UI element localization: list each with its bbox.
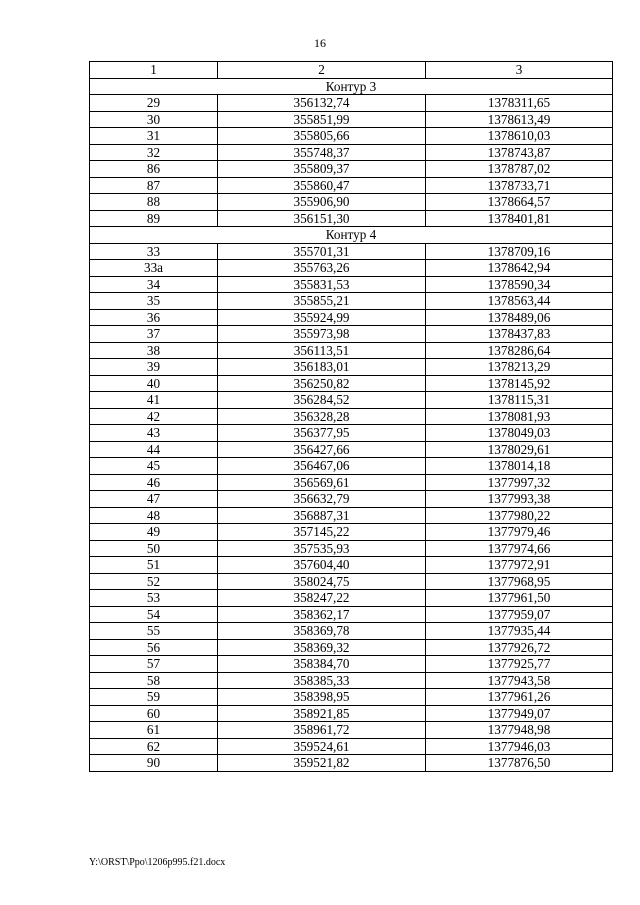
table-row <box>90 672 613 689</box>
y-coordinate-cell: 1377979,46 <box>426 524 613 541</box>
x-coordinate-cell: 357145,22 <box>218 524 426 541</box>
x-coordinate-cell: 358362,17 <box>218 606 426 623</box>
point-number-cell: 61 <box>90 722 218 739</box>
x-coordinate-cell: 356284,52 <box>218 392 426 409</box>
point-number-cell: 87 <box>90 177 218 194</box>
point-number-cell: 44 <box>90 441 218 458</box>
point-number-cell: 31 <box>90 128 218 145</box>
point-number-cell: 54 <box>90 606 218 623</box>
point-number-cell: 37 <box>90 326 218 343</box>
y-coordinate-cell: 1377959,07 <box>426 606 613 623</box>
table-row <box>90 128 613 145</box>
table-row <box>90 590 613 607</box>
x-coordinate-cell: 356250,82 <box>218 375 426 392</box>
table-row <box>90 392 613 409</box>
x-coordinate-cell: 356569,61 <box>218 474 426 491</box>
table-row <box>90 260 613 277</box>
point-number-cell: 49 <box>90 524 218 541</box>
point-number-cell: 51 <box>90 557 218 574</box>
y-coordinate-cell: 1377980,22 <box>426 507 613 524</box>
table-row <box>90 161 613 178</box>
x-coordinate-cell: 358921,85 <box>218 705 426 722</box>
y-coordinate-cell: 1377926,72 <box>426 639 613 656</box>
table-row <box>90 606 613 623</box>
point-number-cell: 89 <box>90 210 218 227</box>
point-number-cell: 38 <box>90 342 218 359</box>
table-row <box>90 738 613 755</box>
table-row <box>90 326 613 343</box>
table-row <box>90 705 613 722</box>
table-row <box>90 557 613 574</box>
y-coordinate-cell: 1378610,03 <box>426 128 613 145</box>
section-title: Контур 3 <box>90 78 613 95</box>
point-number-cell: 29 <box>90 95 218 112</box>
point-number-cell: 62 <box>90 738 218 755</box>
y-coordinate-cell: 1378115,31 <box>426 392 613 409</box>
table-row <box>90 243 613 260</box>
x-coordinate-cell: 356151,30 <box>218 210 426 227</box>
table-row <box>90 458 613 475</box>
table-row <box>90 375 613 392</box>
y-coordinate-cell: 1378311,65 <box>426 95 613 112</box>
y-coordinate-cell: 1378613,49 <box>426 111 613 128</box>
point-number-cell: 59 <box>90 689 218 706</box>
x-coordinate-cell: 356887,31 <box>218 507 426 524</box>
x-coordinate-cell: 355924,99 <box>218 309 426 326</box>
y-coordinate-cell: 1378642,94 <box>426 260 613 277</box>
y-coordinate-cell: 1377961,50 <box>426 590 613 607</box>
x-coordinate-cell: 356467,06 <box>218 458 426 475</box>
x-coordinate-cell: 356328,28 <box>218 408 426 425</box>
point-number-cell: 52 <box>90 573 218 590</box>
y-coordinate-cell: 1377949,07 <box>426 705 613 722</box>
x-coordinate-cell: 355851,99 <box>218 111 426 128</box>
point-number-cell: 35 <box>90 293 218 310</box>
point-number-cell: 53 <box>90 590 218 607</box>
point-number-cell: 33 <box>90 243 218 260</box>
y-coordinate-cell: 1378081,93 <box>426 408 613 425</box>
page-number: 16 <box>314 36 326 50</box>
table-row <box>90 408 613 425</box>
x-coordinate-cell: 355805,66 <box>218 128 426 145</box>
y-coordinate-cell: 1377935,44 <box>426 623 613 640</box>
x-coordinate-cell: 355701,31 <box>218 243 426 260</box>
y-coordinate-cell: 1377997,32 <box>426 474 613 491</box>
point-number-cell: 55 <box>90 623 218 640</box>
footer-file-path: Y:\ORST\Ppo\1206p995.f21.docx <box>89 857 226 868</box>
y-coordinate-cell: 1377943,58 <box>426 672 613 689</box>
x-coordinate-cell: 359521,82 <box>218 755 426 772</box>
header-row <box>90 62 613 79</box>
x-coordinate-cell: 355763,26 <box>218 260 426 277</box>
point-number-cell: 57 <box>90 656 218 673</box>
x-coordinate-cell: 356377,95 <box>218 425 426 442</box>
point-number-cell: 39 <box>90 359 218 376</box>
point-number-cell: 56 <box>90 639 218 656</box>
header-cell-3: 3 <box>426 62 613 79</box>
table-row <box>90 111 613 128</box>
table-row <box>90 524 613 541</box>
coordinates-table <box>89 61 613 772</box>
point-number-cell: 45 <box>90 458 218 475</box>
point-number-cell: 32 <box>90 144 218 161</box>
x-coordinate-cell: 355748,37 <box>218 144 426 161</box>
section-title-row <box>90 227 613 244</box>
point-number-cell: 34 <box>90 276 218 293</box>
x-coordinate-cell: 358247,22 <box>218 590 426 607</box>
table-row <box>90 755 613 772</box>
table-row <box>90 507 613 524</box>
y-coordinate-cell: 1378733,71 <box>426 177 613 194</box>
section-title-row <box>90 78 613 95</box>
x-coordinate-cell: 355973,98 <box>218 326 426 343</box>
table-row <box>90 722 613 739</box>
table-row <box>90 144 613 161</box>
point-number-cell: 48 <box>90 507 218 524</box>
point-number-cell: 30 <box>90 111 218 128</box>
x-coordinate-cell: 355831,53 <box>218 276 426 293</box>
point-number-cell: 46 <box>90 474 218 491</box>
x-coordinate-cell: 356132,74 <box>218 95 426 112</box>
x-coordinate-cell: 358961,72 <box>218 722 426 739</box>
y-coordinate-cell: 1378743,87 <box>426 144 613 161</box>
table-row <box>90 425 613 442</box>
x-coordinate-cell: 358024,75 <box>218 573 426 590</box>
y-coordinate-cell: 1378286,64 <box>426 342 613 359</box>
table-row <box>90 441 613 458</box>
point-number-cell: 50 <box>90 540 218 557</box>
table-row <box>90 656 613 673</box>
table-row <box>90 639 613 656</box>
x-coordinate-cell: 356632,79 <box>218 491 426 508</box>
table-row <box>90 359 613 376</box>
point-number-cell: 47 <box>90 491 218 508</box>
y-coordinate-cell: 1378014,18 <box>426 458 613 475</box>
y-coordinate-cell: 1377993,38 <box>426 491 613 508</box>
x-coordinate-cell: 357604,40 <box>218 557 426 574</box>
point-number-cell: 43 <box>90 425 218 442</box>
x-coordinate-cell: 355809,37 <box>218 161 426 178</box>
section-title: Контур 4 <box>90 227 613 244</box>
x-coordinate-cell: 358385,33 <box>218 672 426 689</box>
table-row <box>90 689 613 706</box>
point-number-cell: 60 <box>90 705 218 722</box>
y-coordinate-cell: 1377968,95 <box>426 573 613 590</box>
header-cell-1: 1 <box>90 62 218 79</box>
point-number-cell: 58 <box>90 672 218 689</box>
point-number-cell: 90 <box>90 755 218 772</box>
y-coordinate-cell: 1378709,16 <box>426 243 613 260</box>
y-coordinate-cell: 1378590,34 <box>426 276 613 293</box>
y-coordinate-cell: 1378787,02 <box>426 161 613 178</box>
x-coordinate-cell: 356183,01 <box>218 359 426 376</box>
y-coordinate-cell: 1378489,06 <box>426 309 613 326</box>
y-coordinate-cell: 1377974,66 <box>426 540 613 557</box>
table-row <box>90 276 613 293</box>
table-row <box>90 540 613 557</box>
x-coordinate-cell: 358369,78 <box>218 623 426 640</box>
table-row <box>90 309 613 326</box>
table-row <box>90 342 613 359</box>
table-row <box>90 474 613 491</box>
point-number-cell: 88 <box>90 194 218 211</box>
y-coordinate-cell: 1378437,83 <box>426 326 613 343</box>
x-coordinate-cell: 358384,70 <box>218 656 426 673</box>
point-number-cell: 41 <box>90 392 218 409</box>
y-coordinate-cell: 1378664,57 <box>426 194 613 211</box>
x-coordinate-cell: 355860,47 <box>218 177 426 194</box>
x-coordinate-cell: 359524,61 <box>218 738 426 755</box>
y-coordinate-cell: 1377925,77 <box>426 656 613 673</box>
table-row <box>90 623 613 640</box>
table-row <box>90 210 613 227</box>
x-coordinate-cell: 358369,32 <box>218 639 426 656</box>
x-coordinate-cell: 355855,21 <box>218 293 426 310</box>
y-coordinate-cell: 1378401,81 <box>426 210 613 227</box>
x-coordinate-cell: 355906,90 <box>218 194 426 211</box>
y-coordinate-cell: 1377948,98 <box>426 722 613 739</box>
header-cell-2: 2 <box>218 62 426 79</box>
table-row <box>90 177 613 194</box>
x-coordinate-cell: 357535,93 <box>218 540 426 557</box>
table-row <box>90 293 613 310</box>
x-coordinate-cell: 356427,66 <box>218 441 426 458</box>
point-number-cell: 86 <box>90 161 218 178</box>
y-coordinate-cell: 1378563,44 <box>426 293 613 310</box>
point-number-cell: 40 <box>90 375 218 392</box>
y-coordinate-cell: 1377876,50 <box>426 755 613 772</box>
point-number-cell: 33а <box>90 260 218 277</box>
table-row <box>90 491 613 508</box>
point-number-cell: 36 <box>90 309 218 326</box>
table-row <box>90 194 613 211</box>
y-coordinate-cell: 1378029,61 <box>426 441 613 458</box>
x-coordinate-cell: 356113,51 <box>218 342 426 359</box>
y-coordinate-cell: 1378213,29 <box>426 359 613 376</box>
y-coordinate-cell: 1377961,26 <box>426 689 613 706</box>
coordinates-table-body <box>90 62 613 772</box>
x-coordinate-cell: 358398,95 <box>218 689 426 706</box>
y-coordinate-cell: 1377946,03 <box>426 738 613 755</box>
y-coordinate-cell: 1378049,03 <box>426 425 613 442</box>
y-coordinate-cell: 1377972,91 <box>426 557 613 574</box>
table-row <box>90 95 613 112</box>
table-row <box>90 573 613 590</box>
point-number-cell: 42 <box>90 408 218 425</box>
y-coordinate-cell: 1378145,92 <box>426 375 613 392</box>
